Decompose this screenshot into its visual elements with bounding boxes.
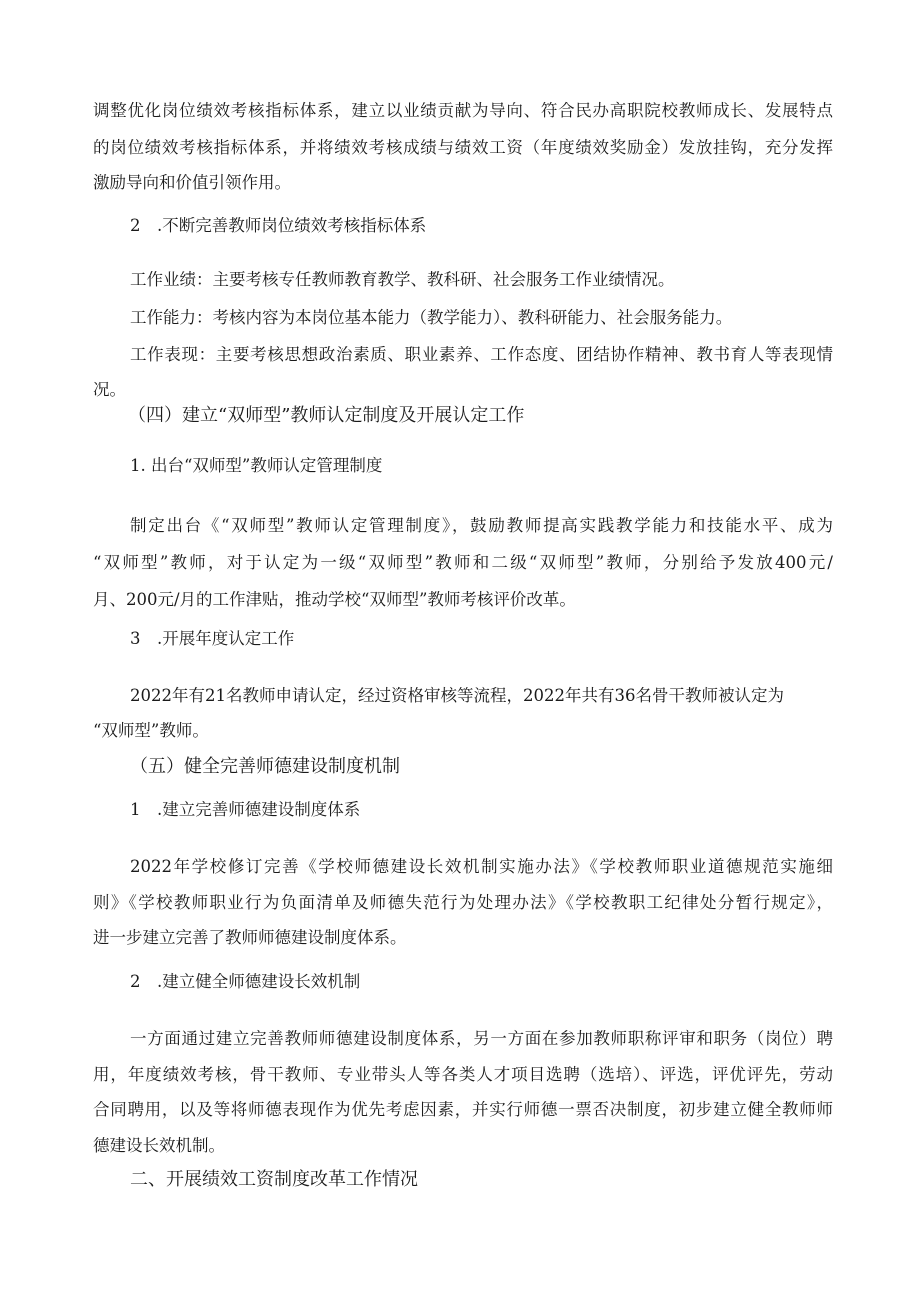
paragraph-line: 况。 <box>93 380 126 399</box>
paragraph-line: 2022年学校修订完善《学校师德建设长效机制实施办法》《学校教师职业道德规范实施细 <box>130 857 833 876</box>
subsection-title: 3 .开展年度认定工作 <box>130 629 295 648</box>
paragraph-line: “双师型”教师，对于认定为一级“双师型”教师和二级“双师型”教师，分别给予发放400元/ <box>93 553 833 572</box>
paragraph-line: 德建设长效机制。 <box>93 1136 225 1155</box>
subsection-title: 2 .建立健全师德建设长效机制 <box>130 972 361 991</box>
paragraph-line: 2022年有21名教师申请认定，经过资格审核等流程，2022年共有36名骨干教师被认定为 <box>130 686 784 705</box>
paragraph-line: 的岗位绩效考核指标体系，并将绩效考核成绩与绩效工资（年度绩效奖励金）发放挂钩，充分发挥 <box>93 138 833 157</box>
section-heading: （四）建立“双师型”教师认定制度及开展认定工作 <box>128 405 525 426</box>
paragraph-line: 则》《学校教师职业行为负面清单及师德失范行为处理办法》《学校教职工纪律处分暂行规定》， <box>93 893 833 912</box>
paragraph-line: 进一步建立完善了教师师德建设制度体系。 <box>93 928 407 947</box>
paragraph-line: 一方面通过建立完善教师师德建设制度体系，另一方面在参加教师职称评审和职务（岗位）聘 <box>130 1029 833 1048</box>
paragraph-line: 用，年度绩效考核，骨干教师、专业带头人等各类人才项目选聘（选培）、评选，评优评先，劳动 <box>93 1065 833 1084</box>
paragraph-line: 工作能力：考核内容为本岗位基本能力（教学能力）、教科研能力、社会服务能力。 <box>130 308 733 327</box>
subsection-title: 1 .建立完善师德建设制度体系 <box>130 800 361 819</box>
paragraph-line: 工作表现：主要考核思想政治素质、职业素养、工作态度、团结协作精神、教书育人等表现情 <box>130 345 833 364</box>
paragraph-line: 调整优化岗位绩效考核指标体系，建立以业绩贡献为导向、符合民办高职院校教师成长、发展特点 <box>93 101 833 120</box>
paragraph-line: “双师型”教师。 <box>93 721 209 740</box>
chapter-heading: 二、开展绩效工资制度改革工作情况 <box>130 1169 418 1190</box>
paragraph-line: 制定出台《“双师型”教师认定管理制度》，鼓励教师提高实践教学能力和技能水平、成为 <box>130 516 833 535</box>
paragraph-line: 工作业绩：主要考核专任教师教育教学、教科研、社会服务工作业绩情况。 <box>130 270 675 289</box>
paragraph-line: 月、200元/月的工作津贴，推动学校“双师型”教师考核评价改革。 <box>93 590 576 609</box>
paragraph-line: 合同聘用，以及等将师德表现作为优先考虑因素，并实行师德一票否决制度，初步建立健全教师师 <box>93 1100 833 1119</box>
subsection-title: 2 .不断完善教师岗位绩效考核指标体系 <box>130 216 427 235</box>
paragraph-line: 激励导向和价值引领作用。 <box>93 173 291 192</box>
subsection-title: 1. 出台“双师型”教师认定管理制度 <box>130 456 383 475</box>
section-heading: （五）健全完善师德建设制度机制 <box>130 756 400 777</box>
